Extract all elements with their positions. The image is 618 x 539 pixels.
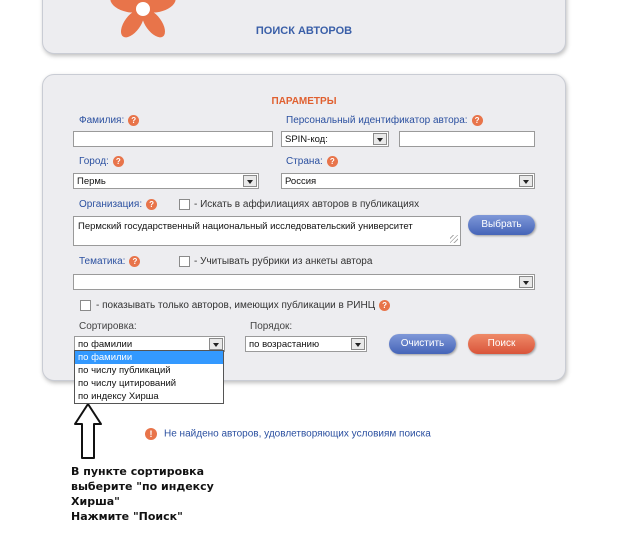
search-parameters-panel (42, 74, 566, 381)
page-title: ПОИСК АВТОРОВ (255, 25, 353, 37)
country-label: Страна: ? (286, 156, 338, 167)
author-id-input[interactable] (399, 131, 535, 147)
chevron-down-icon (519, 276, 533, 288)
organization-field[interactable]: Пермский государственный национальный исследовательский университет (73, 216, 461, 246)
resize-grip-icon[interactable] (450, 235, 458, 243)
organization-label: Организация: ? (79, 199, 157, 210)
help-icon[interactable]: ? (379, 300, 390, 311)
help-icon[interactable]: ? (472, 115, 483, 126)
sort-select[interactable]: по фамилии (74, 336, 225, 352)
instruction-text: В пункте сортировка выберите "по индексу Хирша" Нажмите "Поиск" (71, 465, 214, 523)
sort-option-citations[interactable]: по числу цитирований (78, 378, 177, 389)
help-icon[interactable]: ? (129, 256, 140, 267)
author-id-type-select[interactable]: SPIN-код: (281, 131, 389, 147)
topic-select[interactable] (73, 274, 535, 290)
affiliation-checkbox[interactable] (179, 199, 190, 210)
chevron-down-icon (243, 175, 257, 187)
no-results-message: ! Не найдено авторов, удовлетворяющих условиям поиска (145, 428, 431, 440)
city-select[interactable]: Пермь (73, 173, 259, 189)
affiliation-checkbox-label: - Искать в аффилиациях авторов в публикациях (194, 199, 420, 210)
sort-label: Сортировка: (79, 321, 137, 332)
sort-option-surname[interactable]: по фамилии (75, 351, 223, 364)
author-id-label: Персональный идентификатор автора: ? (286, 115, 483, 126)
surname-input[interactable] (73, 131, 273, 147)
chevron-down-icon (373, 133, 387, 145)
city-label: Город: ? (79, 156, 124, 167)
topic-label: Тематика: ? (79, 256, 140, 267)
rinc-only-checkbox[interactable] (80, 300, 91, 311)
help-icon[interactable]: ? (146, 199, 157, 210)
order-label: Порядок: (250, 321, 293, 332)
search-button[interactable]: Поиск (468, 334, 535, 354)
choose-organization-button[interactable]: Выбрать (468, 215, 535, 235)
country-select[interactable]: Россия (281, 173, 535, 189)
chevron-down-icon (351, 338, 365, 350)
parameters-title: ПАРАМЕТРЫ (271, 96, 337, 107)
sort-option-hirsch[interactable]: по индексу Хирша (78, 391, 159, 402)
sort-options-list[interactable] (74, 350, 224, 404)
chevron-down-icon (519, 175, 533, 187)
header-panel (42, 0, 566, 54)
chevron-down-icon (209, 338, 223, 350)
surname-label: Фамилия: ? (79, 115, 139, 126)
help-icon[interactable]: ? (327, 156, 338, 167)
order-select[interactable]: по возрастанию (245, 336, 367, 352)
sort-option-publications[interactable]: по числу публикаций (78, 365, 171, 376)
topic-rubric-checkbox[interactable] (179, 256, 190, 267)
help-icon[interactable]: ? (113, 156, 124, 167)
help-icon[interactable]: ? (128, 115, 139, 126)
topic-rubric-checkbox-label: - Учитывать рубрики из анкеты автора (194, 256, 373, 267)
clear-button[interactable]: Очистить (389, 334, 456, 354)
rinc-only-checkbox-label: - показывать только авторов, имеющих публикации в РИНЦ ? (96, 300, 390, 311)
up-arrow-icon (73, 402, 103, 460)
warning-icon: ! (145, 428, 157, 440)
